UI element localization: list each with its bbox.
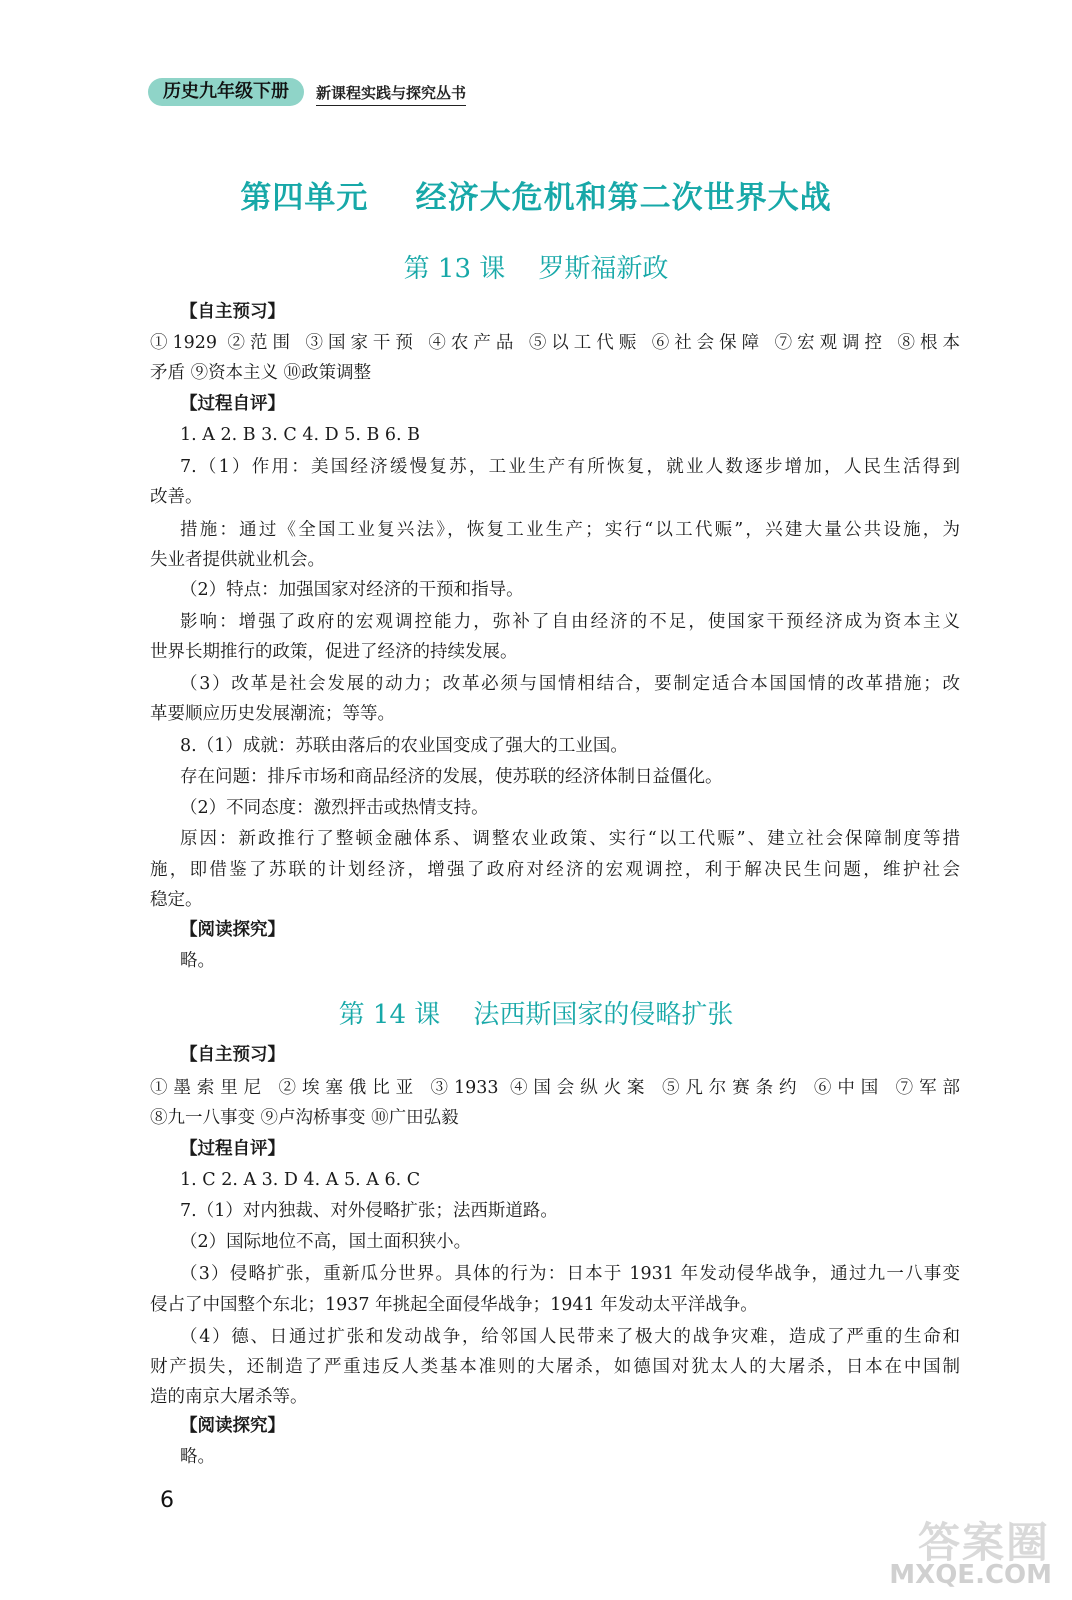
answer-line: （2）特点：加强国家对经济的干预和指导。 — [180, 580, 524, 600]
answer-line: 革要顺应历史发展潮流；等等。 — [150, 704, 395, 724]
answer-line: 失业者提供就业机会。 — [150, 550, 325, 570]
answer-line: ①1929 ②范围 ③国家干预 ④农产品 ⑤以工代赈 ⑥社会保障 ⑦宏观调控 ⑧根本 — [150, 333, 960, 353]
answer-line: 侵占了中国整个东北；1937 年挑起全面侵华战争；1941 年发动太平洋战争。 — [150, 1295, 758, 1315]
watermark-text: 答案圈 — [917, 1518, 1050, 1567]
answer-line: 7.（1）作用：美国经济缓慢复苏，工业生产有所恢复，就业人数逐步增加，人民生活得到 — [180, 457, 960, 477]
answer-line: 原因：新政推行了整顿金融体系、调整农业政策、实行“以工代赈”、建立社会保障制度等措 — [180, 829, 960, 849]
answer-line: 1. A 2. B 3. C 4. D 5. B 6. B — [180, 425, 421, 445]
answer-line: 矛盾 ⑨资本主义 ⑩政策调整 — [150, 363, 372, 383]
answer-line: （3）改革是社会发展的动力；改革必须与国情相结合，要制定适合本国国情的改革措施；改 — [180, 674, 960, 694]
page-number: 6 — [160, 1488, 174, 1513]
section-heading: 【自主预习】 — [180, 1045, 285, 1065]
watermark — [858, 1510, 1058, 1595]
answer-line: 略。 — [180, 1447, 215, 1467]
answer-line: 施，即借鉴了苏联的计划经济，增强了政府对经济的宏观调控，利于解决民生问题，维护社会 — [150, 860, 960, 880]
answer-line: 稳定。 — [150, 890, 203, 910]
answer-line: （2）国际地位不高，国土面积狭小。 — [180, 1232, 472, 1252]
section-heading: 【阅读探究】 — [180, 920, 285, 940]
lesson-13-title: 第 13 课 罗斯福新政 — [403, 254, 669, 284]
watermark-url: MXQE.COM — [889, 1560, 1052, 1590]
book-title-badge: 历史九年级下册 — [148, 78, 304, 106]
answer-line: 世界长期推行的政策，促进了经济的持续发展。 — [150, 642, 518, 662]
section-heading: 【阅读探究】 — [180, 1416, 285, 1436]
series-name: 新课程实践与探究丛书 — [316, 82, 466, 106]
answer-line: ①墨索里尼 ②埃塞俄比亚 ③1933 ④国会纵火案 ⑤凡尔赛条约 ⑥中国 ⑦军部 — [150, 1078, 960, 1098]
answer-line: 财产损失，还制造了严重违反人类基本准则的大屠杀，如德国对犹太人的大屠杀，日本在中国制 — [150, 1357, 960, 1377]
answer-line: 措施：通过《全国工业复兴法》，恢复工业生产；实行“以工代赈”，兴建大量公共设施，为 — [180, 520, 960, 540]
section-heading: 【过程自评】 — [180, 1139, 285, 1159]
answer-line: 改善。 — [150, 487, 203, 507]
answer-line: ⑧九一八事变 ⑨卢沟桥事变 ⑩广田弘毅 — [150, 1108, 459, 1128]
unit-title: 第四单元 经济大危机和第二次世界大战 — [240, 180, 832, 216]
answer-line: 存在问题：排斥市场和商品经济的发展，使苏联的经济体制日益僵化。 — [180, 767, 723, 787]
answer-line: （2）不同态度：激烈抨击或热情支持。 — [180, 798, 489, 818]
answer-line: 7.（1）对内独裁、对外侵略扩张；法西斯道路。 — [180, 1201, 558, 1221]
answer-line: 影响：增强了政府的宏观调控能力，弥补了自由经济的不足，使国家干预经济成为资本主义 — [180, 612, 960, 632]
answer-line: （4）德、日通过扩张和发动战争，给邻国人民带来了极大的战争灾难，造成了严重的生命和 — [180, 1327, 960, 1347]
answer-line: 1. C 2. A 3. D 4. A 5. A 6. C — [180, 1170, 421, 1190]
section-heading: 【过程自评】 — [180, 394, 285, 414]
answer-line: （3）侵略扩张，重新瓜分世界。具体的行为：日本于 1931 年发动侵华战争，通过九一八事变 — [180, 1264, 960, 1284]
answer-line: 造的南京大屠杀等。 — [150, 1387, 308, 1407]
lesson-14-title: 第 14 课 法西斯国家的侵略扩张 — [338, 1000, 734, 1030]
answer-line: 8.（1）成就：苏联由落后的农业国变成了强大的工业国。 — [180, 736, 628, 756]
section-heading: 【自主预习】 — [180, 302, 285, 322]
answer-line: 略。 — [180, 951, 215, 971]
